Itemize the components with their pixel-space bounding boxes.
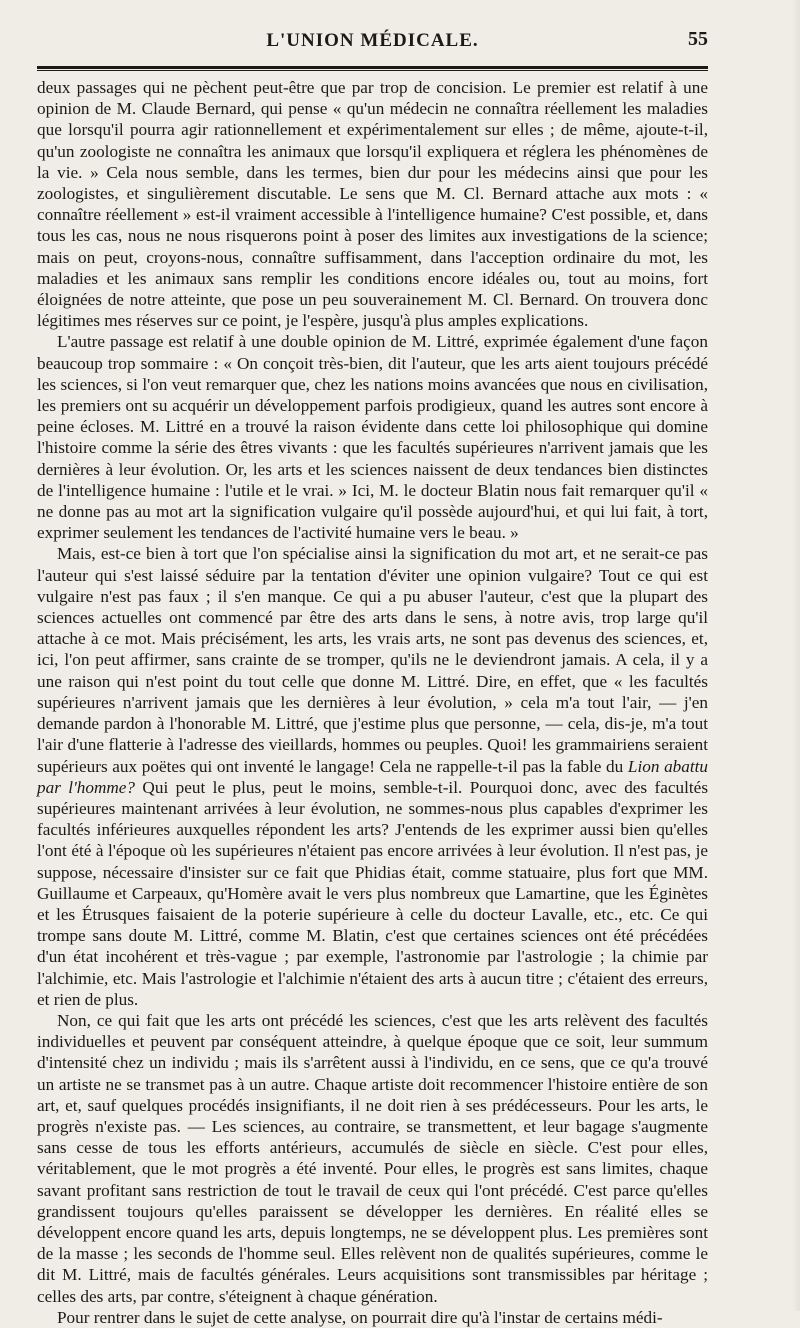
header-rule bbox=[37, 66, 708, 71]
page-edge-shadow bbox=[792, 0, 800, 1311]
fable-title: Lion abattu par l'homme? bbox=[37, 756, 709, 797]
paragraph-4: Non, ce qui fait que les arts ont précédé les sciences, c'est que les arts relèvent des facultés individuelles et peuvent par conséquent atteindre, à quelque époque que ce soit, leur summum d'intensité chez un individu ; mais ils s'arrêtent aussi à l'individu, en ce sens, que ce qu'a trouvé un artiste ne se transmet pas à un autre. Chaque artiste doit recommencer l'histoire entière de son art, et, sauf quelques procédés insignifiants, il ne doit rien à ses prédécesseurs. Pour les arts, le progrès n'existe pas. — Les sciences, au contraire, se transmettent, et leur bagage s'augmente sans cesse de tous les efforts antérieurs, accumulés de siècle en siècle. C'est pour elles, véritablement, que le mot progrès a été inventé. Pour elles, le progrès est sans limites, chaque savant profitant sans restriction de tout le travail de ceux qui l'ont précédé. C'est parce qu'elles grandissent toujours qu'elles paraissent se développer les dernières. En réalité elles se développent encore quand les arts, depuis longtemps, ne se développent plus. Les premières sont de la masse ; les seconds de l'homme seul. Elles relèvent non de qualités supérieures, comme le dit M. Littré, mais de facultés générales. Leurs acquisitions sont transmissibles par héritage ; celles des arts, par contre, s'éteignent à chaque génération. bbox=[37, 1010, 708, 1306]
paragraph-3 bbox=[37, 543, 708, 1009]
article-body bbox=[37, 77, 708, 1328]
paragraph-2: L'autre passage est relatif à une double opinion de M. Littré, exprimée également d'une façon beaucoup trop sommaire : « On conçoit très-bien, dit l'auteur, que les arts aient toujours précédé les sciences, si l'on veut remarquer que, chez les nations moins avancées que nous en civilisation, les premiers ont su acquérir un développement parfois prodigieux, quand les autres sont encore à peine écloses. M. Littré en a trouvé la raison évidente dans cette loi philosophique qui domine l'histoire comme la série des êtres vivants : que les facultés supérieures n'arrivent jamais que les dernières à leur évolution. Or, les arts et les sciences naissent de deux tendances bien distinctes de l'intelligence humaine : l'utile et le vrai. » Ici, M. le docteur Blatin nous fait remarquer qu'il « ne donne pas au mot art la signification vulgaire qu'il possède aujourd'hui, et qui lui fait, à tort, exprimer seulement les tendances de l'activité humaine vers le beau. » bbox=[37, 332, 708, 543]
page-number: 55 bbox=[688, 28, 708, 50]
paragraph-3-part-2: Qui peut le plus, peut le moins, semble-t-il. Pourquoi donc, avec des facultés supérieures maintenant arrivées à leur évolution, ne sommes-nous plus capables d'exprimer les facultés inférieures auxquelles répondent les arts? J'entends de les exprimer aussi bien qu'elles l'ont été à l'époque où les supérieures n'étaient pas encore arrivées à leur évolution. Il n'est pas, je suppose, nécessaire d'insister sur ce fait que Phidias était, comme statuaire, plus fort que MM. Guillaume et Carpeaux, qu'Homère avait le vers plus nombreux que Lamartine, que les Éginètes et les Étrusques faisaient de la poterie supérieure à celle du docteur Lavalle, etc., etc. Ce qui trompe sans doute M. Littré, comme M. Blatin, c'est que certaines sciences ont été précédées d'un état incohérent et très-vague ; par exemple, l'astronomie par l'astrologie ; la chimie par l'alchimie, etc. Mais l'astrologie et l'alchimie n'étaient des arts à aucun titre ; c'étaient des erreurs, et rien de plus. bbox=[37, 777, 709, 1009]
running-title: L'UNION MÉDICALE. bbox=[266, 30, 479, 51]
running-header bbox=[37, 22, 708, 52]
paragraph-1: deux passages qui ne pèchent peut-être que par trop de concision. Le premier est relatif à une opinion de M. Claude Bernard, qui pense « qu'un médecin ne connaîtra réellement les maladies que lorsqu'il pourra agir rationnellement et expérimentalement sur elles ; de même, ajoute-t-il, qu'un zoologiste ne connaîtra les animaux que lorsqu'il expliquera et réglera les phénomènes de la vie. » Cela nous semble, dans les termes, bien dur pour les médecins ainsi que pour les zoologistes, et singulièrement discutable. Le sens que M. Cl. Bernard attache aux mots : « connaître réellement » est-il vraiment accessible à l'intelligence humaine? C'est possible, et, dans tous les cas, nous ne nous risquerons point à poser des limites aux investigations de la science; mais on peut, croyons-nous, connaître suffisamment, dans l'acception ordinaire du mot, les maladies et les animaux sans remplir les conditions encore idéales ou, tout au moins, fort éloignées de notre atteinte, que pose un peu souverainement M. Cl. Bernard. On trouvera donc légitimes mes réserves sur ce point, je l'espère, jusqu'à plus amples explications. bbox=[37, 78, 708, 331]
paragraph-3-part-1: Mais, est-ce bien à tort que l'on spécialise ainsi la signification du mot art, et ne serait-ce pas l'auteur qui s'est laissé séduire par la tentation d'éviter une opinion vulgaire? Tout ce qui est vulgaire n'est pas faux ; il s'en manque. Ce qui a pu abuser l'auteur, c'est que la plupart des sciences actuelles ont commencé par être des arts dans le sens, à notre avis, trop large qu'il attache à ce mot. Mais précisément, les arts, les vrais arts, ne sont pas devenus des sciences, et, ici, l'on peut affirmer, sans crainte de se tromper, qu'ils ne le deviendront jamais. A cela, il y a une raison qui n'est point du tout celle que donne M. Littré. Dire, en effet, que « les facultés supérieures n'arrivent jamais que les dernières à leur évolution, » cela m'a tout l'air, — j'en demande pardon à l'honorable M. Littré, que j'estime plus que personne, — cela, dis-je, m'a tout l'air d'une flatterie à l'adresse des vieillards, hommes ou peuples. Quoi! les grammairiens seraient supérieurs aux poëtes qui ont inventé le langage! Cela ne rappelle-t-il pas la fable du bbox=[37, 544, 708, 776]
paragraph-5: Pour rentrer dans le sujet de cette analyse, on pourrait dire qu'à l'instar de certains médi- bbox=[57, 1307, 663, 1327]
